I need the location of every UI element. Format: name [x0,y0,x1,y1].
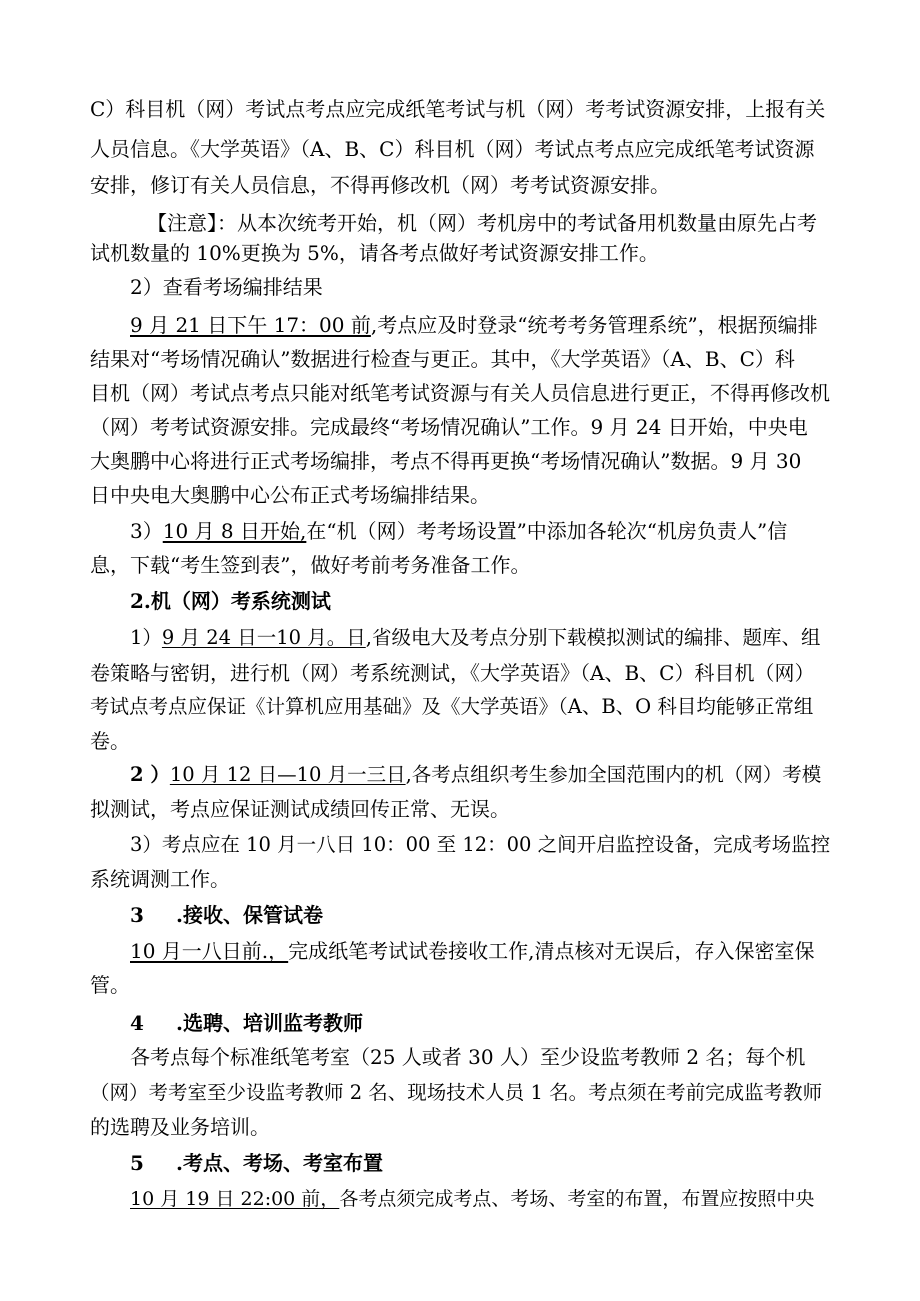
text-run: 人员信息。《大学英语》（A、B、C）科目机（网）考试点考点应完成纸笔考试资源 [90,137,815,161]
text-run: 拟测试，考点应保证测试成绩回传正常、无误。 [90,797,510,821]
underlined-date-text: 10 月一八日前.， [130,939,289,963]
bold-text: .考点、考场、考室布置 [176,1151,383,1175]
text-run: 3） [130,519,163,543]
paragraph-line [90,449,801,473]
text-run: 3）考点应在 10 月一八日 10：00 至 12：00 之间开启监控设备，完成考场监控 [130,833,831,856]
text-run: 【注意】：从本次统考开始，机（网）考机房中的考试备用机数量由原先占考 [147,211,817,235]
paragraph-line [90,1081,822,1105]
paragraph-line [130,519,787,543]
text-run: 目机（网）考试点考点只能对纸笔考试资源与有关人员信息进行更正，不得再修改机 [90,381,830,405]
text-run: 卷。 [90,729,130,753]
paragraph-line [130,833,830,857]
section-heading [130,1011,363,1035]
underlined-date-text: 9 月 21 日下午 17：00 前 [130,313,371,337]
text-run: 管。 [90,973,130,997]
text-run: 在“机（网）考考场设置”中添加各轮次“机房负责人”信 [306,519,788,543]
paragraph-line [90,137,814,161]
text-run: 考试点考点应保证《计算机应用基础》及《大学英语》（A、B、O 科目均能够正常组 [90,695,814,718]
paragraph-line [90,695,813,719]
section-heading [130,1151,383,1175]
underlined-date-text: 10 月 12 日—10 月一三日 [169,763,406,786]
text-run: （网）考考试资源安排。完成最终“考场情况确认”工作。9 月 24 日开始，中央电 [90,415,808,439]
paragraph-line [130,763,821,787]
text-run: C）科目机（网）考试点考点应完成纸笔考试与机（网）考考试资源安排，上报有关 [90,97,826,121]
text-run: 系统调测工作。 [90,867,230,891]
paragraph-line [90,241,659,265]
paragraph-line [130,939,815,963]
text-run: 各考点须完成考点、考场、考室的布置，布置应按照中央 [339,1188,815,1210]
paragraph-line [90,415,808,439]
paragraph-line [90,797,510,821]
underlined-date-text: 9 月 24 日一10 月。日 [161,626,366,649]
paragraph-line [130,1187,814,1211]
text-run: 2）查看考场编排结果 [130,275,323,299]
section-number: 4 [130,1011,144,1035]
section-number: 5 [130,1151,144,1175]
underlined-date-text: 10 月 19 日 22:00 前， [130,1188,340,1210]
text-run: 安排，修订有关人员信息，不得再修改机（网）考考试资源安排。 [90,173,670,197]
text-run: 结果对“考场情况确认”数据进行检查与更正。其中，《大学英语》（A、B、C）科 [90,347,795,371]
paragraph-line [90,483,490,507]
text-run: 息，下载“考生签到表”，做好考前考务准备工作。 [90,553,531,577]
paragraph-line [90,661,814,685]
paragraph-line [90,381,830,405]
paragraph-line [90,867,230,891]
text-run: ,考点应及时登录“统考考务管理系统”，根据预编排 [370,313,818,337]
paragraph-line [130,275,323,299]
text-run: 各考点每个标准纸笔考室（25 人或者 30 人）至少设监考教师 2 名；每个机 [130,1045,806,1069]
text-run: 的选聘及业务培训。 [90,1115,270,1139]
text-run: 完成纸笔考试试卷接收工作,清点核对无误后，存入保密室保 [288,939,815,963]
section-number: 3 [130,903,144,927]
text-run: 试机数量的 10%更换为 5%，请各考点做好考试资源安排工作。 [90,241,659,265]
paragraph-line [130,626,820,650]
paragraph-line [90,97,825,121]
text-run: 日中央电大奥鹏中心公布正式考场编排结果。 [90,483,490,507]
paragraph-line [130,589,331,613]
paragraph-line [90,173,670,197]
text-run: ,各考点组织考生参加全国范围内的机（网）考模 [405,763,822,786]
paragraph-line [90,1115,270,1139]
bold-text: .接收、保管试卷 [176,903,323,927]
paragraph-line [130,1045,805,1069]
underlined-date-text: 10 月 8 日开始, [162,519,307,543]
text-run: 大奥鹏中心将进行正式考场编排，考点不得再更换“考场情况确认”数据。9 月 30 [90,449,802,473]
section-heading [130,903,323,927]
bold-text: 2.机（网）考系统测试 [130,589,331,613]
text-run: 1） [130,626,162,649]
paragraph-line [147,211,817,235]
paragraph-line [130,313,818,337]
bold-text: .选聘、培训监考教师 [176,1011,363,1035]
text-run: 卷策略与密钥，进行机（网）考系统测试，《大学英语》（A、B、C）科目机（网） [90,661,815,685]
paragraph-line [90,973,130,997]
paragraph-line [90,553,530,577]
bold-text: 2 ） [130,763,170,786]
text-run: （网）考考室至少设监考教师 2 名、现场技术人员 1 名。考点须在考前完成监考教师 [90,1081,823,1104]
text-run: ,省级电大及考点分别下载模拟测试的编排、题库、组 [365,626,821,649]
paragraph-line [90,347,795,371]
paragraph-line [90,729,130,753]
